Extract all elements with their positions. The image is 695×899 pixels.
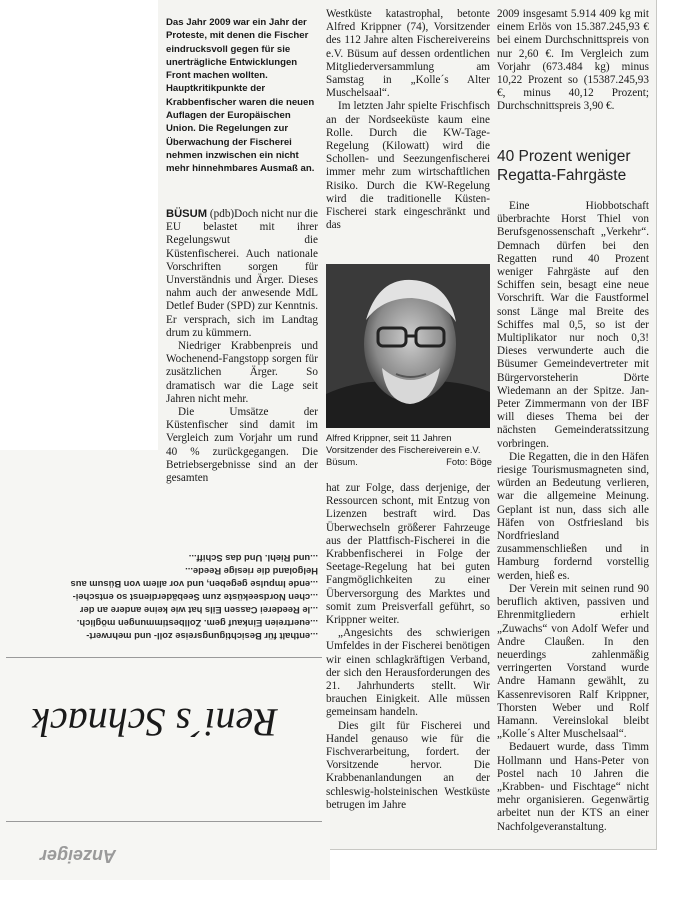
source-tag: (pdb) <box>209 208 235 220</box>
paragraph: Die Regatten, die in den Häfen riesige Tourismusmagneten sind, würden an Bedeutung verlieren, war die allgemeine Meinung. Geplant ist nun, dass sich alle Häfen von Ostfriesland bis Nordfriesland zusammenschließen und in Hamburg fordernd vorstellig werden, hieß es. <box>497 450 649 582</box>
article-column-2-bottom <box>326 482 490 812</box>
pasted-advertisement-fragment <box>0 450 330 880</box>
dateline: BÜSUM <box>166 208 208 220</box>
scrap-line: ...le Reederei Cassen Eils hat wie keine andere an der <box>79 605 318 616</box>
paragraph: Westküste katastrophal, betonte Alfred Krippner (74), Vorsitzender des 112 Jahre alten Fischereivereins e.V. Büsum auf dessen ordentlichen Mitgliederversammlung am Samstag in „Kolle´s Alter Muschelsaal“. <box>326 8 490 100</box>
scrap-line: ...und Riehl. Und das Schiff... <box>188 553 318 564</box>
paragraph: Doch nicht nur die EU belastet mit ihrer Regelungswut die Küstenfischerei. Auch nationale Vorschriften sorgen für Unverständnis und Ärger. Dieses nahm auch der anwesende MdL Detlef Buder (SPD) zur Kenntnis. Er versprach, sich im Landtag drum zu kümmern. <box>166 208 318 339</box>
paragraph: hat zur Folge, dass derjenige, der Ressourcen schont, mit Entzug von Lizenzen bestraft wird. Das Überwechseln größerer Fahrzeuge aus der Plattfisch-Fischerei in die Krabbenfischerei in Folge der Seetage-Regelung hat bei guten Fangmöglichkeiten zu einer Überversorgung des Marktes und somit zum Preisverfall geführt, so Krippner weiter. <box>326 482 490 627</box>
anzeiger-label: Anzeiger <box>39 846 116 866</box>
portrait-photo-graphic <box>326 264 490 428</box>
paragraph: Niedriger Krabbenpreis und Wochenend-Fangstopp sorgen für zusätzlichen Ärger. So dramatisch war die Lage seit Jahren nicht mehr. <box>166 340 318 405</box>
paragraph: „Angesichts des schwierigen Umfeldes in der Fischerei benötigen wir einen schlagkräftigen Verband, der sich den Herausforderungen des 21. Jahrhunderts stellt. Wir brauchen Einigkeit. Alle müssen gemeinsam handeln. <box>326 627 490 719</box>
divider <box>6 821 322 822</box>
article-lead: Das Jahr 2009 war ein Jahr der Proteste, mit denen die Fischer eindrucksvoll gegen für sie unerträgliche Entwicklungen Front machen wollten. Hauptkritikpunkte der Krabbenfischer waren die neuen Auflagen der Europäischen Union. Die Regelungen zur Überwachung der Fischerei nehmen inzwischen ein nicht mehr hinnehmbares Ausmaß an. <box>166 17 315 175</box>
paragraph: Die Umsätze der Küstenfischer sind damit im Vergleich zum Vorjahr um rund 40 % zurückgegangen. Die Betriebsergebnisse sind an der gesamten <box>166 406 318 485</box>
subheading: 40 Prozent weniger Regatta-Fahrgäste <box>497 148 631 184</box>
brand-signature: Reni´s Schnack <box>32 700 278 745</box>
portrait-photo <box>326 264 490 428</box>
paragraph: 2009 insgesamt 5.914 409 kg mit einem Erlös von 15.387.245,93 € bei einem Durchschnittspreis von nur 2,60 €. Im Vergleich zum Vorjahr (673.484 kg) minus 10,22 Prozent so (15387.245,93 €, minus 40,12 Prozent; Durchschnittspreis 3,90 €. <box>497 8 649 113</box>
paragraph: Dies gilt für Fischerei und Handel genauso wie für die Fischverarbeitung, fordert. der Vorsitzende hervor. Die Krabbenanlandungen an der schleswig-holsteinischen Westküste betrugen im Jahre <box>326 719 490 811</box>
scrap-line: ...chen Nordseeküste zum Seebäderdienst so entschei- <box>72 592 318 603</box>
caption-text: Alfred Krippner, seit 11 Jahren Vorsitzender des Fischereiverein e.V. Büsum. <box>326 432 481 468</box>
paragraph: Der Verein mit seinen rund 90 beruflich aktiven, passiven und Ehrenmitgliedern erhielt „Zuwachs“ von Adolf Wefer und Andre Claußen. In den neuerdings zahlenmäßig verringerten Vorstand wurde Andre Hamann gewählt, zu Kassenrevisoren Ralf Krippner, Thorsten Weber und Rolf Hamann. Vereinslokal bleibt „Kolle´s Alter Muschelsaal“. <box>497 582 649 741</box>
photo-caption <box>326 432 492 469</box>
scrap-line: ...enthalt für Besichtigungsreise zoll- und mehrwert- <box>86 631 318 642</box>
paragraph: Eine Hiobbotschaft überbrachte Horst Thiel von Berufsgenossenschaft „Verkehr“. Demnach dürfen bei den Regatten rund 40 Prozent weniger Fahrgäste auf den Schiffen sein, besagt eine neue Vorschrift. War die Faustformel sonst Länge mal Breite des Schiffes mal 0,5, so ist der Multiplikator nur noch 0,3! Dieses verwunderte auch die Büsumer Gemeindevertreter mit Bürgervorsteherin Dörte Wiedemann an der Spitze. Jan-Peter Zimmermann von der IBF will dieses Thema bei der nächsten Gemeinderatssitzung vorbringen. <box>497 200 649 450</box>
paragraph: Bedauert wurde, dass Timm Hollmann und Hans-Peter von Postel nach 10 Jahren die „Krabben- und Fischtage“ nicht mehr organisieren. Gegenwärtig arbeitet nun der KTS an einer Nachfolgeveranstaltung. <box>497 741 649 833</box>
paragraph: Im letzten Jahr spielte Frischfisch an der Nordseeküste kaum eine Rolle. Durch die KW-Tage-Regelung (Kilowatt) wird die Schollen- und Seezungenfischerei immer mehr zum wirtschaftlichen Risiko. Durch die KW-Regelung wird die traditionelle Küsten-Fischerei stark eingeschränkt und das <box>326 100 490 232</box>
scrap-line: ...ende Impulse gegeben, und vor allem von Büsum aus <box>70 579 318 590</box>
divider <box>6 657 322 658</box>
scrap-line: ...euertreien Einkauf gem. Zollbestimmungen möglich. <box>76 618 318 629</box>
article-column-3-bottom <box>497 200 649 834</box>
photo-credit: Foto: Böge <box>446 456 492 468</box>
article-column-2-top <box>326 8 490 232</box>
scrap-line: Helgoland die riesige Reede... <box>185 566 318 577</box>
article-column-1 <box>166 208 318 485</box>
article-column-3-top <box>497 8 649 114</box>
